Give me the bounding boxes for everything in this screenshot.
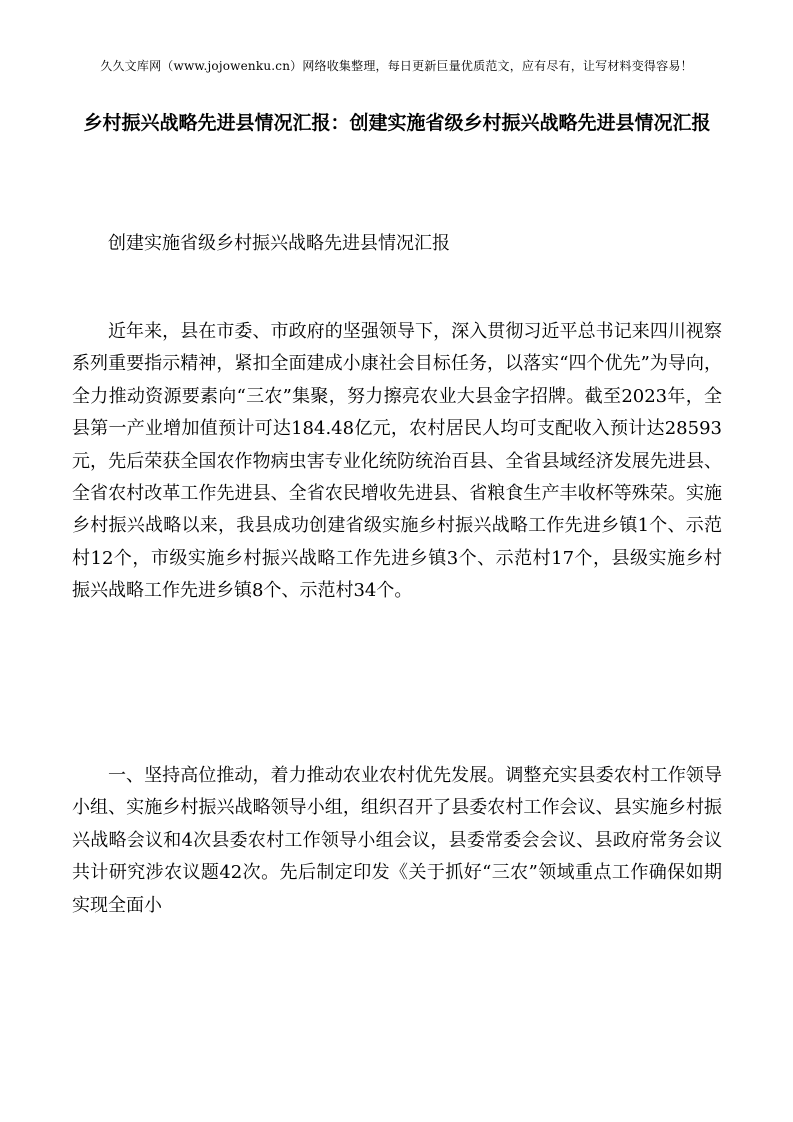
document-subtitle: 创建实施省级乡村振兴战略先进县情况汇报 [108,233,450,254]
source-header-note: 久久文库网（www.jojowenku.cn）网络收集整理，每日更新巨量优质范文，应有尽有，让写材料变得容易！ [100,59,693,73]
document-title: 乡村振兴战略先进县情况汇报：创建实施省级乡村振兴战略先进县情况汇报 [83,112,711,134]
paragraph-intro: 近年来，县在市委、市政府的坚强领导下，深入贯彻习近平总书记来四川视察系列重要指示精神，紧扣全面建成小康社会目标任务，以落实“四个优先”为导向，全力推动资源要素向“三农”集聚，努力擦亮农业大县金字招牌。截至2023年，全县第一产业增加值预计可达184.48亿元，农村居民人均可支配收入预计达28593元，先后荣获全国农作物病虫害专业化统防统治百县、全省县域经济发展先进县、全省农村改革工作先进县、全省农民增收先进县、省粮食生产丰收杯等殊荣。实施乡村振兴战略以来，我县成功创建省级实施乡村振兴战略工作先进乡镇1个、示范村12个，市级实施乡村振兴战略工作先进乡镇3个、示范村17个，县级实施乡村振兴战略工作先进乡镇8个、示范村34个。 [72,321,722,602]
paragraph-section-one: 一、坚持高位推动，着力推动农业农村优先发展。调整充实县委农村工作领导小组、实施乡村振兴战略领导小组，组织召开了县委农村工作会议、县实施乡村振兴战略会议和4次县委农村工作领导小组会议，县委常委会会议、县政府常务会议共计研究涉农议题42次。先后制定印发《关于抓好“三农”领域重点工作确保如期实现全面小 [72,765,722,916]
